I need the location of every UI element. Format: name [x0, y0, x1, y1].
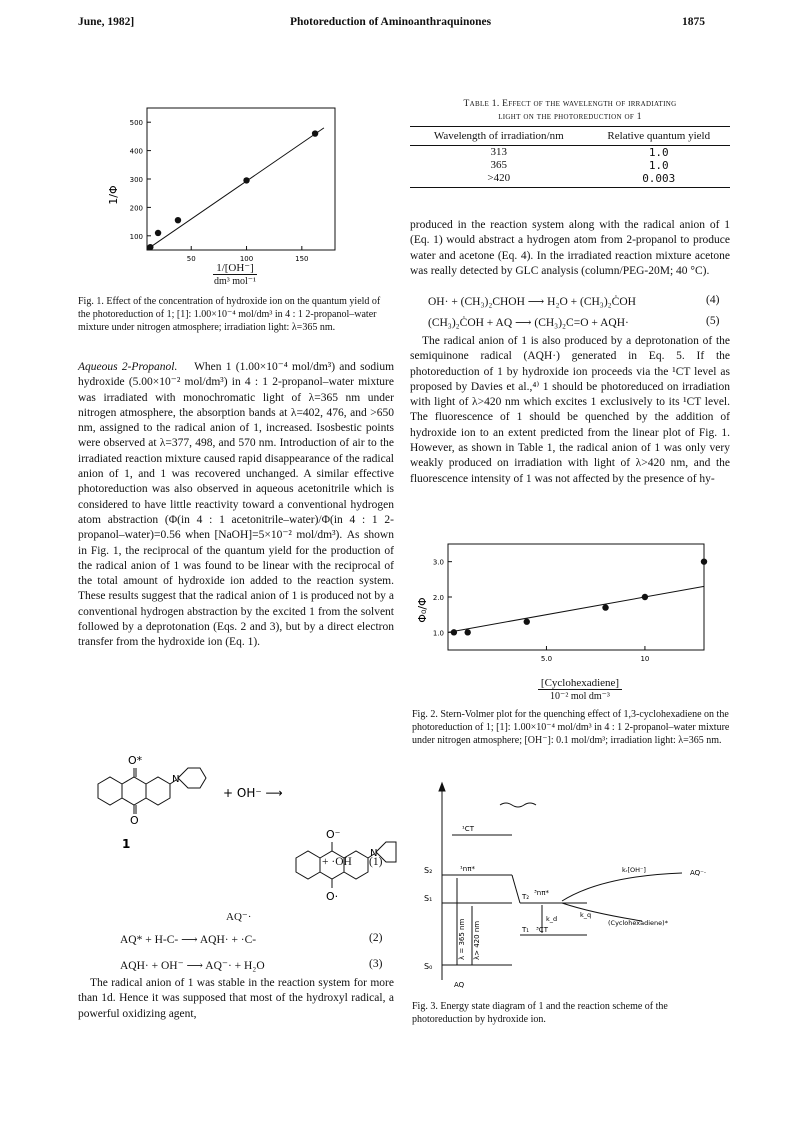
table-row [410, 172, 730, 188]
fig1-data-point [155, 230, 161, 236]
fig3-1ct-label: ¹CT [462, 825, 474, 833]
fig3-lambda-420-label: λ> 420 nm [473, 920, 481, 960]
fig2-xtick-label: 10 [640, 655, 650, 663]
right-paragraph-1-text: produced in the reaction system along with the radical anion of 1 (Eq. 1) would abstract a hydrogen atom from 2-propanol to produce water and acetone (Eq. 4). In the irradiated reaction mixture acetone was really detected by GLC analysis (column/PEG-20M; 40 °C). [410, 219, 730, 277]
fig1-plot-frame [147, 108, 335, 250]
fig3-3npi-label: ³nπ* [534, 889, 549, 897]
fig3-kr-label: kᵣ[OH⁻] [622, 866, 646, 874]
aq-radical-anion-label: AQ⁻· [226, 911, 252, 923]
fig3-aq-radical-label: AQ⁻· [690, 869, 707, 877]
n-atom-left: N [172, 774, 180, 785]
table-1 [410, 98, 730, 188]
fig1-data-point [175, 217, 181, 223]
fig1-ytick-label: 300 [129, 176, 143, 184]
figure-3-diagram [412, 775, 732, 990]
table-cell: 365 [490, 159, 507, 171]
table-cell: 0.003 [588, 172, 731, 188]
fig1-ytick-label: 500 [129, 119, 143, 128]
fig3-lambda-365-label: λ = 365 nm [458, 918, 466, 960]
eq4-number: (4) [706, 294, 720, 306]
running-head-left: June, 1982] [78, 16, 135, 28]
fig2-ytick-label: 3.0 [432, 558, 444, 567]
fig3-t1-label: T₁ [522, 926, 530, 934]
table-1-title [410, 98, 730, 124]
eq1-structures [78, 750, 398, 910]
table-col-wavelength: Wavelength of irradiation/nm [410, 127, 588, 146]
fig2-data-point [524, 619, 530, 625]
fig3-quencher-label: (Cyclohexadiene)* [608, 919, 668, 927]
fig2-data-point [451, 629, 457, 635]
fig3-t2-label: T₂ [522, 893, 530, 901]
page-number: 1875 [682, 16, 705, 28]
fig1-data-point [147, 244, 153, 250]
eq1-number: (1) [369, 856, 383, 868]
left-paragraph-2 [78, 976, 394, 1022]
fig1-xtick-label: 50 [186, 255, 196, 263]
fig1-ytick-label: 200 [129, 204, 143, 213]
o-minus-label: O⁻ [326, 828, 341, 841]
fig1-xtick-label: 150 [295, 255, 309, 263]
equation-2: AQ* + H-C- ⟶ AQH· + ·C- [120, 934, 257, 946]
table-cell: >420 [410, 172, 588, 188]
equation-3: AQH· + OH⁻ ⟶ AQ⁻· + H₂O [120, 960, 265, 972]
figure-2-chart [412, 540, 712, 675]
fig2-xtick-label: 5.0 [540, 655, 553, 663]
eq2-number: (2) [369, 932, 383, 944]
fig1-ylabel: 1/Φ [107, 185, 120, 205]
o-star-label: O* [128, 754, 143, 767]
fig2-ylabel: Φ₀/Φ [416, 597, 429, 623]
table-cell: 1.0 [648, 146, 669, 159]
fig1-caption-label: Fig. 1. [78, 296, 104, 307]
fig2-plot-frame [448, 544, 704, 650]
fig1-data-point [243, 177, 249, 183]
equation-5: (CH₃)₂ĊOH + AQ ⟶ (CH₃)₂C=O + AQH· [428, 317, 629, 329]
fig1-ytick-label: 400 [129, 147, 143, 156]
compound-1-label: 1 [122, 837, 131, 851]
fig2-caption-text: Stern-Volmer plot for the quenching effect of 1,3-cyclohexadiene on the photoreduction of 1; [1]: 1.00×10⁻⁴ mol/dm³ in 4 : 1 2-propanol–water mixture under nitrogen atmosphere; [OH⁻]: 0.1 mol/dm³; irradiation light: λ=365 nm. [412, 709, 730, 746]
table-1-title-line-2: light on the photoreduction of 1 [498, 112, 642, 122]
left-paragraph-1-text: When 1 (1.00×10⁻⁴ mol/dm³) and sodium hydroxide (5.00×10⁻² mol/dm³) in 4 : 1 2-propanol–water mixture was irradiated with monochromatic light of λ=365 nm under nitrogen atmosphere, the absorption bands at λ=402, 476, and >650 nm, assigned to the radical anion of 1, increased. Isosbestic points were observed at λ=377, 498, and 570 nm. Introduction of air to the irradiated reaction mixture caused rapid disappearance of the radical anion of 1, and 1 was recovered unchanged. A similar effective photoreduction was also observed in aqueous acetonitrile which is considered to have little reactivity toward a conventional hydrogen atom abstraction (Φ(in 4 : 1 acetonitrile–water)/Φ(in 4 : 1 2-propanol–water)=0.56 when [NaOH]=5×10⁻² mol/dm³). As shown in Fig. 1, the reciprocal of the quantum yield for the production of the radical anion of 1 was found to be linear with the reciprocal of the total amount of hydroxide ion added to the reaction system. These results suggest that the radical anion of 1 is produced not by a conventional hydrogen abstraction by the excited 1 from the solvent followed by a deprotonation (Eqs. 2 and 3), but by a direct electron transfer from the hydroxide ion (Eq. 1). [78, 361, 395, 649]
o-dot-label: O· [326, 890, 339, 903]
fig1-caption-text: Effect of the concentration of hydroxide ion on the quantum yield of the photoreduction of 1; [1]: 1.00×10⁻⁴ mol/dm³ in 4 : 1 2-propanol–water mixture under nitrogen atmosphere; irradiation light: λ=365 nm. [78, 296, 381, 333]
fig2-xlabel-numerator: [Cyclohexadiene] [538, 677, 622, 690]
fig2-ytick-label: 1.0 [432, 629, 444, 638]
fig3-aq-label: AQ [454, 981, 465, 989]
fig3-1npi-label: ¹nπ* [460, 865, 475, 873]
n-atom-right: N [370, 848, 378, 859]
fig1-xlabel-numerator: 1/[OH⁻] [213, 262, 257, 275]
reaction-wave [500, 803, 536, 807]
right-paragraph-1 [410, 218, 730, 279]
table-header-row [410, 127, 730, 146]
fig3-s1-label: S₁ [424, 894, 433, 903]
table-cell: 1.0 [648, 159, 669, 172]
fig2-data-point [642, 594, 648, 600]
table-1-title-line-1: Table 1. Effect of the wavelength of irradiating [463, 99, 677, 109]
table-col-quantum-yield: Relative quantum yield [588, 127, 731, 146]
running-head-title: Photoreduction of Aminoanthraquinones [290, 16, 492, 28]
fig1-xtick-label: 100 [239, 255, 254, 263]
energy-axis-arrow [439, 783, 445, 791]
fig3-kd-label: k_d [546, 915, 558, 923]
fig3-kq-label: k_q [580, 911, 592, 919]
fig1-ytick-label: 100 [129, 232, 143, 241]
fig3-s2-label: S₂ [424, 866, 433, 875]
o-bottom-left: O [130, 814, 139, 827]
fig2-xlabel [520, 677, 640, 703]
fig2-xlabel-denominator: 10⁻² mol dm⁻³ [550, 691, 610, 702]
equation-4: OH· + (CH₃)₂CHOH ⟶ H₂O + (CH₃)₂ĊOH [428, 296, 636, 308]
fig1-xlabel [185, 262, 285, 288]
fig2-data-point [464, 629, 470, 635]
eq5-number: (5) [706, 315, 720, 327]
fig1-data-point [312, 130, 318, 136]
right-paragraph-2-text: The radical anion of 1 is also produced by a deprotonation of the semiquinone radical (AQH·) generated in Eq. 5. If the photoreduction of 1 by hydroxide ion proceeds via the ¹CT level as proposed by Davies et al.,⁴⁾ 1 should be photoreduced on irradiation with light of λ>420 nm which excites 1 exclusively to its ¹CT level. The fluorescence of 1 should be quenched by the addition of hydroxide ion to an extent predicted from the linear plot of Fig. 1. However, as shown in Table 1, the radical anion of 1 was only very weakly produced on irradiation with light of λ>420 nm, and the fluorescence intensity of 1 was not affected by the presence of hy- [410, 335, 730, 485]
eq3-number: (3) [369, 958, 383, 970]
table-row [410, 146, 730, 160]
fig2-caption-label: Fig. 2. [412, 709, 438, 720]
section-heading: Aqueous 2-Propanol. [78, 361, 178, 373]
fig2-caption [412, 708, 730, 747]
table-cell: 313 [490, 146, 507, 158]
left-paragraph-1 [78, 360, 394, 651]
fig2-fit-line [448, 586, 704, 632]
fig2-data-point [602, 604, 608, 610]
fig1-fit-line [147, 128, 324, 250]
fig3-s0-label: S₀ [424, 962, 433, 971]
fig3-caption [412, 1000, 730, 1026]
fig1-caption [78, 295, 394, 334]
left-paragraph-2-text: The radical anion of 1 was stable in the reaction system for more than 1d. Hence it was supposed that most of the hydroxyl radical, a powerful oxidizing agent, [78, 977, 394, 1020]
fig2-ytick-label: 2.0 [432, 594, 444, 602]
kr-path [562, 873, 682, 901]
fig3-caption-text: Energy state diagram of 1 and the reaction scheme of the photoreduction by hydroxide ion. [412, 1001, 668, 1025]
fig1-xlabel-denominator: dm³ mol⁻¹ [213, 276, 257, 287]
table-1-grid [410, 126, 730, 188]
eq1-product-text: + ·OH [322, 856, 352, 868]
fig3-3ct-label: ³CT [536, 926, 548, 934]
fig3-caption-label: Fig. 3. [412, 1001, 438, 1012]
intersystem-crossing [512, 875, 520, 903]
eq1-reactant-text: + OH⁻ ⟶ [223, 786, 283, 800]
right-paragraph-2 [410, 334, 730, 487]
table-row [410, 159, 730, 172]
fig2-data-point [701, 558, 707, 564]
